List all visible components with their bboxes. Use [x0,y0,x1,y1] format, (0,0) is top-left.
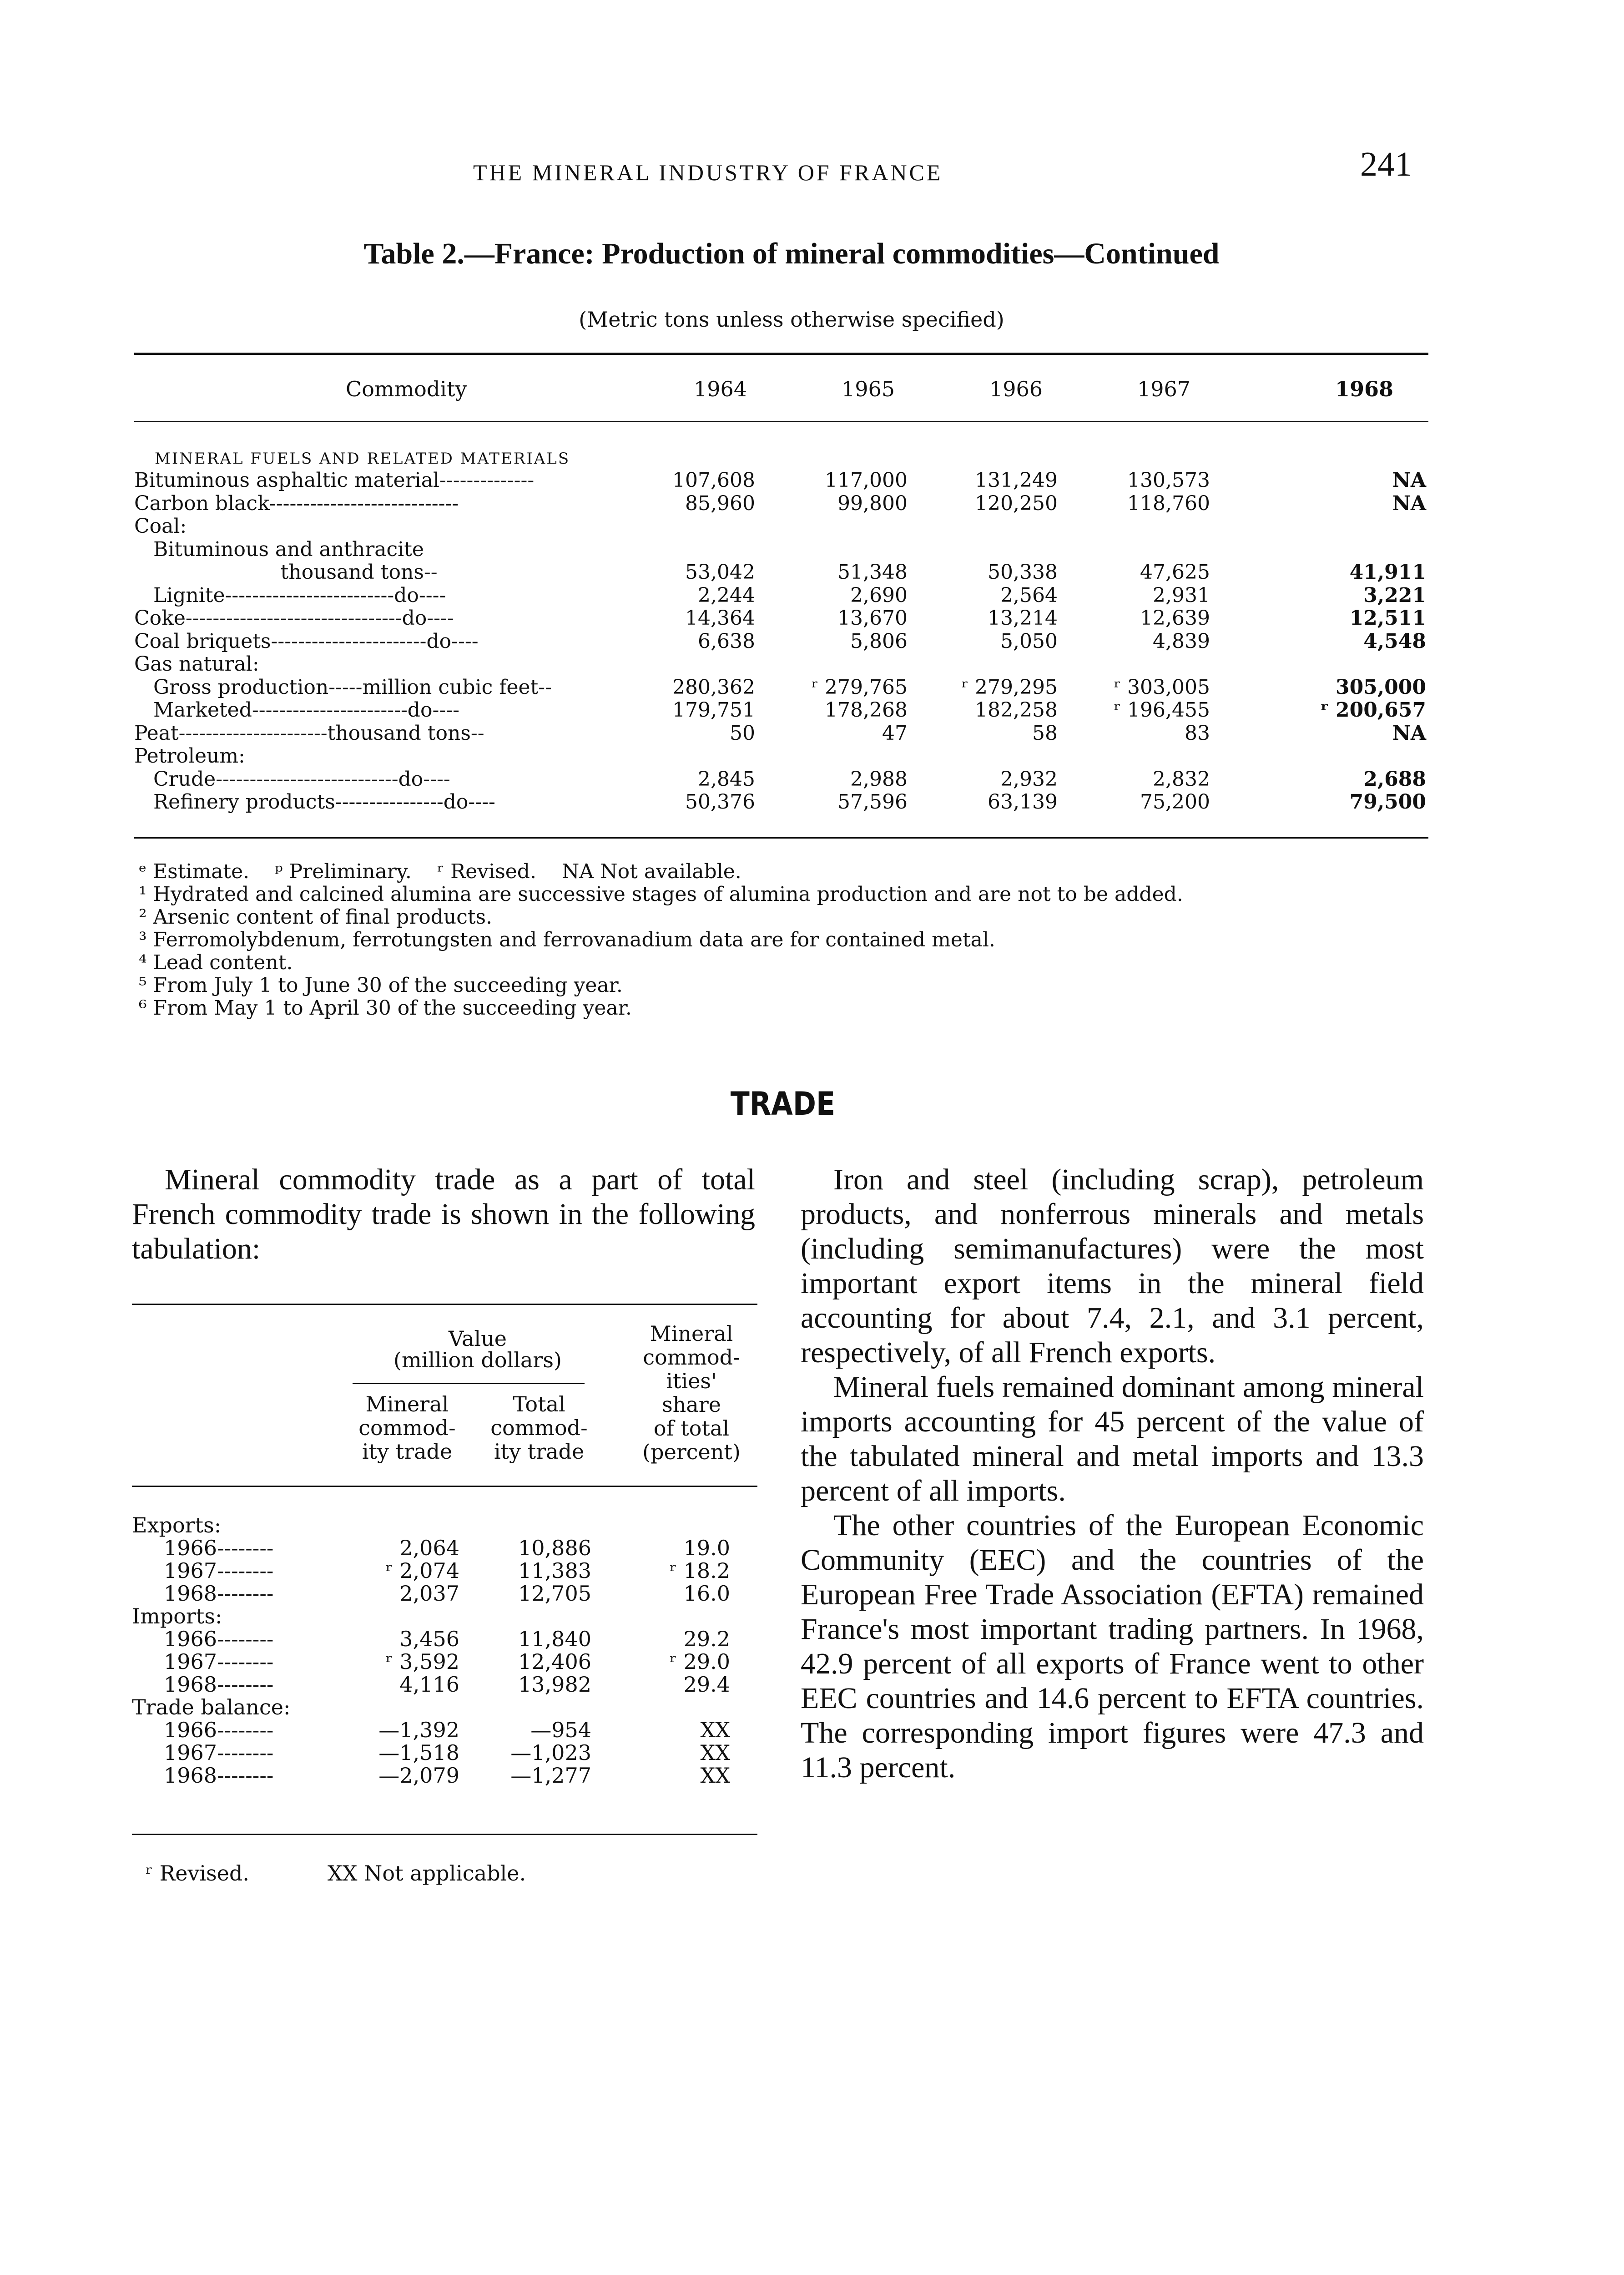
running-title: THE MINERAL INDUSTRY OF FRANCE [473,160,943,185]
col-share-line: of total [653,1416,730,1441]
value-cell: 280,362 [672,675,755,699]
value-cell: 12,511 [1349,607,1426,630]
year-label: 1966-------- [164,1536,274,1560]
col-share-line: Mineral [650,1321,733,1346]
year-label: 1966-------- [164,1718,274,1742]
value-cell: 75,200 [1140,790,1210,814]
trade-intro-paragraph [132,1163,755,1266]
share-value: ʳ 18.2 [669,1558,730,1583]
value-cell: ʳ 200,657 [1320,698,1426,722]
table-row [0,630,1624,653]
commodity-label: Peat----------------------thousand tons-- [134,721,484,745]
tabulation-note-na: XX Not applicable. [328,1861,526,1886]
table-row [0,652,1624,676]
value-cell: 57,596 [837,790,908,814]
value-cell: 5,806 [850,629,908,653]
tabulation-note-revised: ʳ Revised. [146,1861,250,1886]
value-cell: 12,639 [1140,607,1210,630]
value-cell: 3,221 [1363,583,1426,607]
value-cell: ʳ 279,765 [811,675,908,699]
table-row [0,561,1624,584]
value-cell: 41,911 [1349,561,1426,584]
value-subrule [353,1383,585,1384]
value-cell: 79,500 [1349,790,1426,814]
year-label: 1967-------- [164,1740,274,1765]
share-value: XX [700,1763,730,1788]
paragraph: Mineral commodity trade as a part of total French commodity trade is shown in the following tabulation: [132,1163,755,1265]
value-cell: 99,800 [837,491,908,515]
footnote: ² Arsenic content of final products. [139,905,493,929]
group-label: Imports: [132,1604,222,1628]
commodity-label: Gross production-----million cubic feet-- [134,675,552,699]
total-trade-value: —954 [530,1718,591,1742]
year-label: 1967-------- [164,1649,274,1674]
share-value: XX [700,1740,730,1765]
value-cell: 118,760 [1127,491,1210,515]
table-row [0,698,1624,722]
paragraph: Mineral fuels remained dominant among mineral imports accounting for 45 percent of the value of the tabulated mineral and metal imports and 13.3 percent of all imports. [801,1370,1424,1507]
table-row [0,722,1624,745]
value-cell: 305,000 [1335,675,1426,699]
value-cell: 14,364 [685,607,755,630]
mineral-trade-value: —1,392 [378,1718,459,1742]
value-cell: 4,839 [1153,629,1210,653]
year-label: 1967-------- [164,1558,274,1583]
commodity-label: thousand tons-- [134,561,438,584]
share-value: ʳ 29.0 [669,1649,730,1674]
value-cell: 5,050 [1000,629,1058,653]
value-cell: 2,244 [698,583,755,607]
tabulation-top-rule [132,1304,757,1305]
share-value: 29.4 [683,1672,730,1697]
value-cell: ʳ 196,455 [1114,698,1210,722]
value-cell: NA [1392,721,1426,745]
value-cell: 2,690 [850,583,908,607]
col-mineral-line: commod- [358,1416,456,1440]
value-header: Value [449,1326,507,1351]
col-share-line: ities' [666,1369,717,1393]
share-value: 16.0 [683,1581,730,1606]
commodity-label: Marketed-----------------------do---- [134,698,459,722]
table-row [0,676,1624,699]
mineral-trade-value: 3,456 [399,1627,459,1651]
value-cell: 178,268 [825,698,908,722]
mineral-trade-value: 2,037 [399,1581,459,1606]
col-total-trade [482,1392,596,1463]
footnote: ¹ Hydrated and calcined alumina are successive stages of alumina production and are not to be added. [139,883,1183,906]
value-cell: 130,573 [1127,469,1210,492]
page-number: 241 [1360,145,1412,183]
value-cell: 182,258 [975,698,1058,722]
mineral-trade-value: ʳ 3,592 [385,1649,459,1674]
total-trade-value: 11,840 [518,1627,591,1651]
mineral-trade-value: —2,079 [378,1763,459,1788]
mineral-trade-value: ʳ 2,074 [385,1558,459,1583]
value-cell: 47 [882,721,908,745]
commodity-label: Petroleum: [134,744,245,768]
tabulation-header-rule [132,1486,757,1487]
value-cell: 63,139 [988,790,1058,814]
col-total-line: ity trade [494,1439,585,1464]
commodity-label: Coal: [134,515,187,538]
value-cell: 83 [1185,721,1210,745]
share-value: 29.2 [683,1627,730,1651]
share-value: 19.0 [683,1536,730,1560]
value-cell: 2,932 [1000,767,1058,791]
col-mineral-line: ity trade [362,1439,453,1464]
table-legend: ᵉ Estimate. ᵖ Preliminary. ʳ Revised. NA Not available. [139,860,741,883]
value-cell: 6,638 [698,629,755,653]
value-cell: NA [1392,469,1426,492]
mineral-trade-value: 2,064 [399,1536,459,1560]
col-share-line: commod- [643,1345,740,1370]
paragraph: Iron and steel (including scrap), petroleum products, and nonferrous minerals and metals (including semimanufactures) were the most important export items in the mineral field accounting for about 7.4, 2.1, and 3.1 percent, respectively, of all French exports. [801,1163,1424,1369]
mineral-trade-value: —1,518 [378,1740,459,1765]
value-cell: 2,845 [698,767,755,791]
table-bottom-rule [134,837,1428,839]
table-row [0,790,1624,814]
col-header-1965: 1965 [842,377,895,401]
total-trade-value: —1,023 [510,1740,591,1765]
table-row [0,469,1624,492]
value-cell: ʳ 279,295 [961,675,1058,699]
value-cell: 131,249 [975,469,1058,492]
paragraph: The other countries of the European Economic Community (EEC) and the countries of the European Free Trade Association (EFTA) remained France's most important trading partners. In 1968, 42.9 percent of all exports of France went to other EEC countries and 14.6 percent to EFTA countries. The corresponding import figures were 47.3 and 11.3 percent. [801,1509,1424,1784]
value-cell: 58 [1032,721,1058,745]
table-section-heading: MINERAL FUELS AND RELATED MATERIALS [155,450,570,468]
mineral-trade-value: 4,116 [399,1672,459,1697]
col-mineral-line: Mineral [365,1392,449,1416]
value-cell: 50 [730,721,755,745]
value-cell: 2,988 [850,767,908,791]
table-row [0,492,1624,516]
trade-right-column [801,1163,1424,1785]
col-total-line: commod- [490,1416,588,1440]
group-label: Exports: [132,1513,222,1537]
table-row [0,768,1624,791]
total-trade-value: 10,886 [518,1536,591,1560]
col-total-line: Total [513,1392,565,1416]
value-cell: 2,688 [1363,767,1426,791]
value-cell: 50,376 [685,790,755,814]
value-cell: 2,931 [1153,583,1210,607]
footnote: ⁵ From July 1 to June 30 of the succeeding year. [139,974,623,997]
value-cell: 117,000 [825,469,908,492]
col-header-1968: 1968 [1335,377,1394,401]
table-row [0,744,1624,768]
commodity-label: Refinery products----------------do---- [134,790,495,814]
commodity-label: Bituminous asphaltic material-------------- [134,469,535,492]
footnote: ³ Ferromolybdenum, ferrotungsten and ferrovanadium data are for contained metal. [139,928,995,951]
value-cell: 47,625 [1140,561,1210,584]
commodity-label: Carbon black---------------------------- [134,491,459,515]
value-cell: 107,608 [672,469,755,492]
year-label: 1966-------- [164,1627,274,1651]
value-unit: (million dollars) [393,1348,562,1372]
total-trade-value: 11,383 [518,1558,591,1583]
group-label: Trade balance: [132,1695,291,1719]
value-cell: 120,250 [975,491,1058,515]
value-cell: ʳ 303,005 [1114,675,1210,699]
col-header-commodity: Commodity [346,377,467,401]
footnote: ⁴ Lead content. [139,951,293,974]
value-cell: 2,832 [1153,767,1210,791]
commodity-label: Coal briquets-----------------------do---- [134,629,479,653]
value-cell: 4,548 [1363,629,1426,653]
year-label: 1968-------- [164,1763,274,1788]
col-header-1964: 1964 [694,377,747,401]
table-title: Table 2.—France: Production of mineral commodities—Continued [363,237,1220,270]
total-trade-value: 12,705 [518,1581,591,1606]
tabulation-bottom-rule [132,1834,757,1835]
col-mineral-trade [350,1392,464,1463]
value-cell: 50,338 [988,561,1058,584]
table-top-rule [134,353,1428,355]
commodity-label: Bituminous and anthracite [134,537,424,561]
footnote: ⁶ From May 1 to April 30 of the succeeding year. [139,996,632,1020]
total-trade-value: 12,406 [518,1649,591,1674]
section-heading-trade: TRADE [730,1085,836,1122]
value-cell: 51,348 [837,561,908,584]
table-row [0,607,1624,630]
table-row [0,538,1624,561]
col-share-line: (percent) [642,1440,741,1464]
commodity-label: Lignite-------------------------do---- [134,583,446,607]
table-subtitle: (Metric tons unless otherwise specified) [579,307,1004,332]
total-trade-value: —1,277 [510,1763,591,1788]
value-cell: 13,670 [837,607,908,630]
value-cell: 53,042 [685,561,755,584]
value-cell: NA [1392,491,1426,515]
share-value: XX [700,1718,730,1742]
col-header-1966: 1966 [989,377,1043,401]
commodity-label: Crude---------------------------do---- [134,767,450,791]
commodity-label: Gas natural: [134,652,259,676]
value-cell: 85,960 [685,491,755,515]
total-trade-value: 13,982 [518,1672,591,1697]
col-share [625,1322,757,1464]
commodity-label: Coke--------------------------------do---- [134,607,454,630]
value-cell: 13,214 [988,607,1058,630]
table-row [0,515,1624,538]
value-cell: 179,751 [672,698,755,722]
year-label: 1968-------- [164,1672,274,1697]
value-cell: 2,564 [1000,583,1058,607]
col-header-1967: 1967 [1137,377,1191,401]
col-share-line: share [662,1392,721,1417]
table-header-rule [134,421,1428,422]
table-row [0,584,1624,607]
year-label: 1968-------- [164,1581,274,1606]
